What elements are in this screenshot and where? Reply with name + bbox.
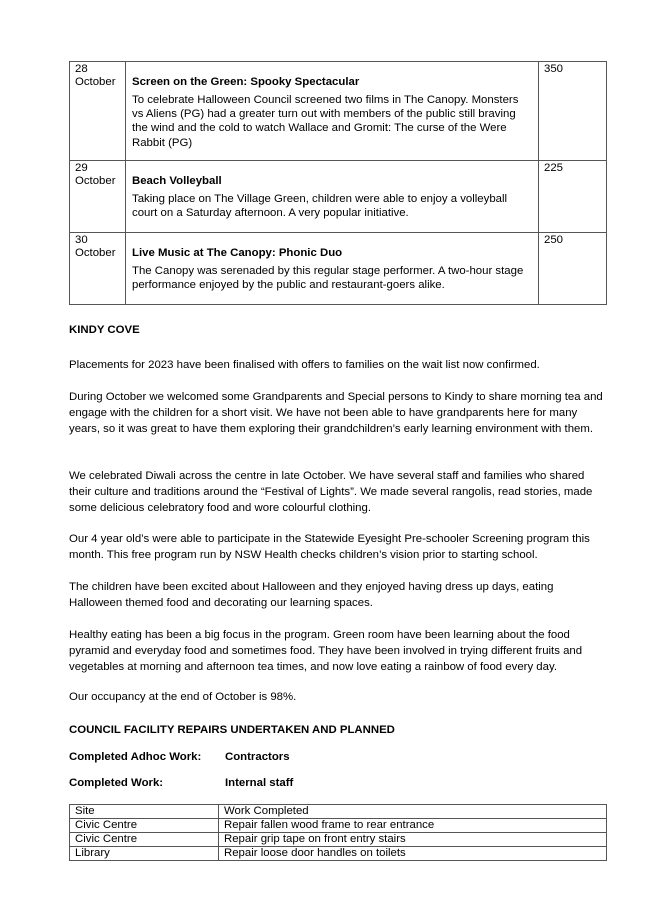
event-description: To celebrate Halloween Council screened two films in The Canopy. Monsters vs Aliens (PG) had a greater turn out with members of the public still braving the wind and the cold to watch Wallace and Gromit: The curse of the Were Rabbit (PG): [132, 94, 519, 149]
event-date: [70, 62, 126, 161]
work-cell: Repair grip tape on front entry stairs: [219, 833, 607, 847]
repairs-table: [69, 804, 607, 861]
kindy-paragraph: Placements for 2023 have been finalised with offers to families on the wait list now confirmed.: [69, 359, 540, 371]
site-cell: Civic Centre: [70, 819, 219, 833]
table-row: [70, 833, 607, 847]
event-title: Live Music at The Canopy: Phonic Duo: [132, 247, 343, 259]
event-date: [70, 233, 126, 305]
table-row: [70, 161, 607, 233]
event-day: 28: [75, 63, 88, 75]
table-header-row: [70, 805, 607, 819]
event-description: Taking place on The Village Green, children were able to enjoy a volleyball court on a Saturday afternoon. A very popular initiative.: [132, 193, 508, 220]
kindy-paragraph: Our 4 year old’s were able to participate in the Statewide Eyesight Pre-schooler Screening program this month. This free program run by NSW Health checks children’s vision prior to starting school.: [69, 533, 590, 561]
kindy-paragraph: During October we welcomed some Grandparents and Special persons to Kindy to share morning tea and engage with the children for a short visit. We have not been able to have grandparents here for many years, so it was great to have them exploring their grandchildren’s early learning environment with them.: [69, 391, 603, 435]
event-details: [126, 233, 539, 305]
event-day: 29: [75, 162, 88, 174]
events-table: [69, 61, 607, 305]
kindy-heading: KINDY COVE: [69, 324, 140, 336]
work-cell: Repair loose door handles on toilets: [219, 847, 607, 861]
site-cell: Civic Centre: [70, 833, 219, 847]
table-row: [70, 62, 607, 161]
repairs-heading: COUNCIL FACILITY REPAIRS UNDERTAKEN AND PLANNED: [69, 724, 395, 736]
completed-work-value: Internal staff: [225, 777, 294, 789]
kindy-paragraph: We celebrated Diwali across the centre in late October. We have several staff and families who shared their culture and traditions around the “Festival of Lights”. We made several rangolis, read stories, made some delicious celebratory food and wore colourful clothing.: [69, 470, 593, 514]
event-attendance: 225: [539, 161, 607, 233]
table-row: [70, 847, 607, 861]
event-attendance: 350: [539, 62, 607, 161]
event-date: [70, 161, 126, 233]
column-header-site: Site: [70, 805, 219, 819]
event-month: October: [75, 247, 116, 259]
work-cell: Repair fallen wood frame to rear entrance: [219, 819, 607, 833]
kindy-paragraph: The children have been excited about Halloween and they enjoyed having dress up days, eating Halloween themed food and decorating our learning spaces.: [69, 581, 554, 609]
event-description: The Canopy was serenaded by this regular stage performer. A two-hour stage performance enjoyed by the public and restaurant-goers alike.: [132, 265, 524, 292]
column-header-work: Work Completed: [219, 805, 607, 819]
event-details: [126, 161, 539, 233]
adhoc-work-label: Completed Adhoc Work:: [69, 751, 202, 763]
adhoc-work-value: Contractors: [225, 751, 290, 763]
site-cell: Library: [70, 847, 219, 861]
completed-work-label: Completed Work:: [69, 777, 164, 789]
event-title: Beach Volleyball: [132, 175, 222, 187]
table-row: [70, 233, 607, 305]
event-month: October: [75, 76, 116, 88]
kindy-paragraph: Healthy eating has been a big focus in the program. Green room have been learning about the food pyramid and everyday food and sometimes food. They have been involved in trying different fruits and vegetables at morning and afternoon tea times, and now love eating a rainbow of food every day.: [69, 629, 583, 673]
event-details: [126, 62, 539, 161]
event-day: 30: [75, 234, 88, 246]
event-attendance: 250: [539, 233, 607, 305]
table-row: [70, 819, 607, 833]
page-content: [69, 61, 607, 859]
completed-work-row: [69, 777, 293, 789]
event-month: October: [75, 175, 116, 187]
adhoc-work-row: [69, 751, 290, 763]
event-title: Screen on the Green: Spooky Spectacular: [132, 76, 360, 88]
kindy-paragraph: Our occupancy at the end of October is 98%.: [69, 691, 297, 703]
